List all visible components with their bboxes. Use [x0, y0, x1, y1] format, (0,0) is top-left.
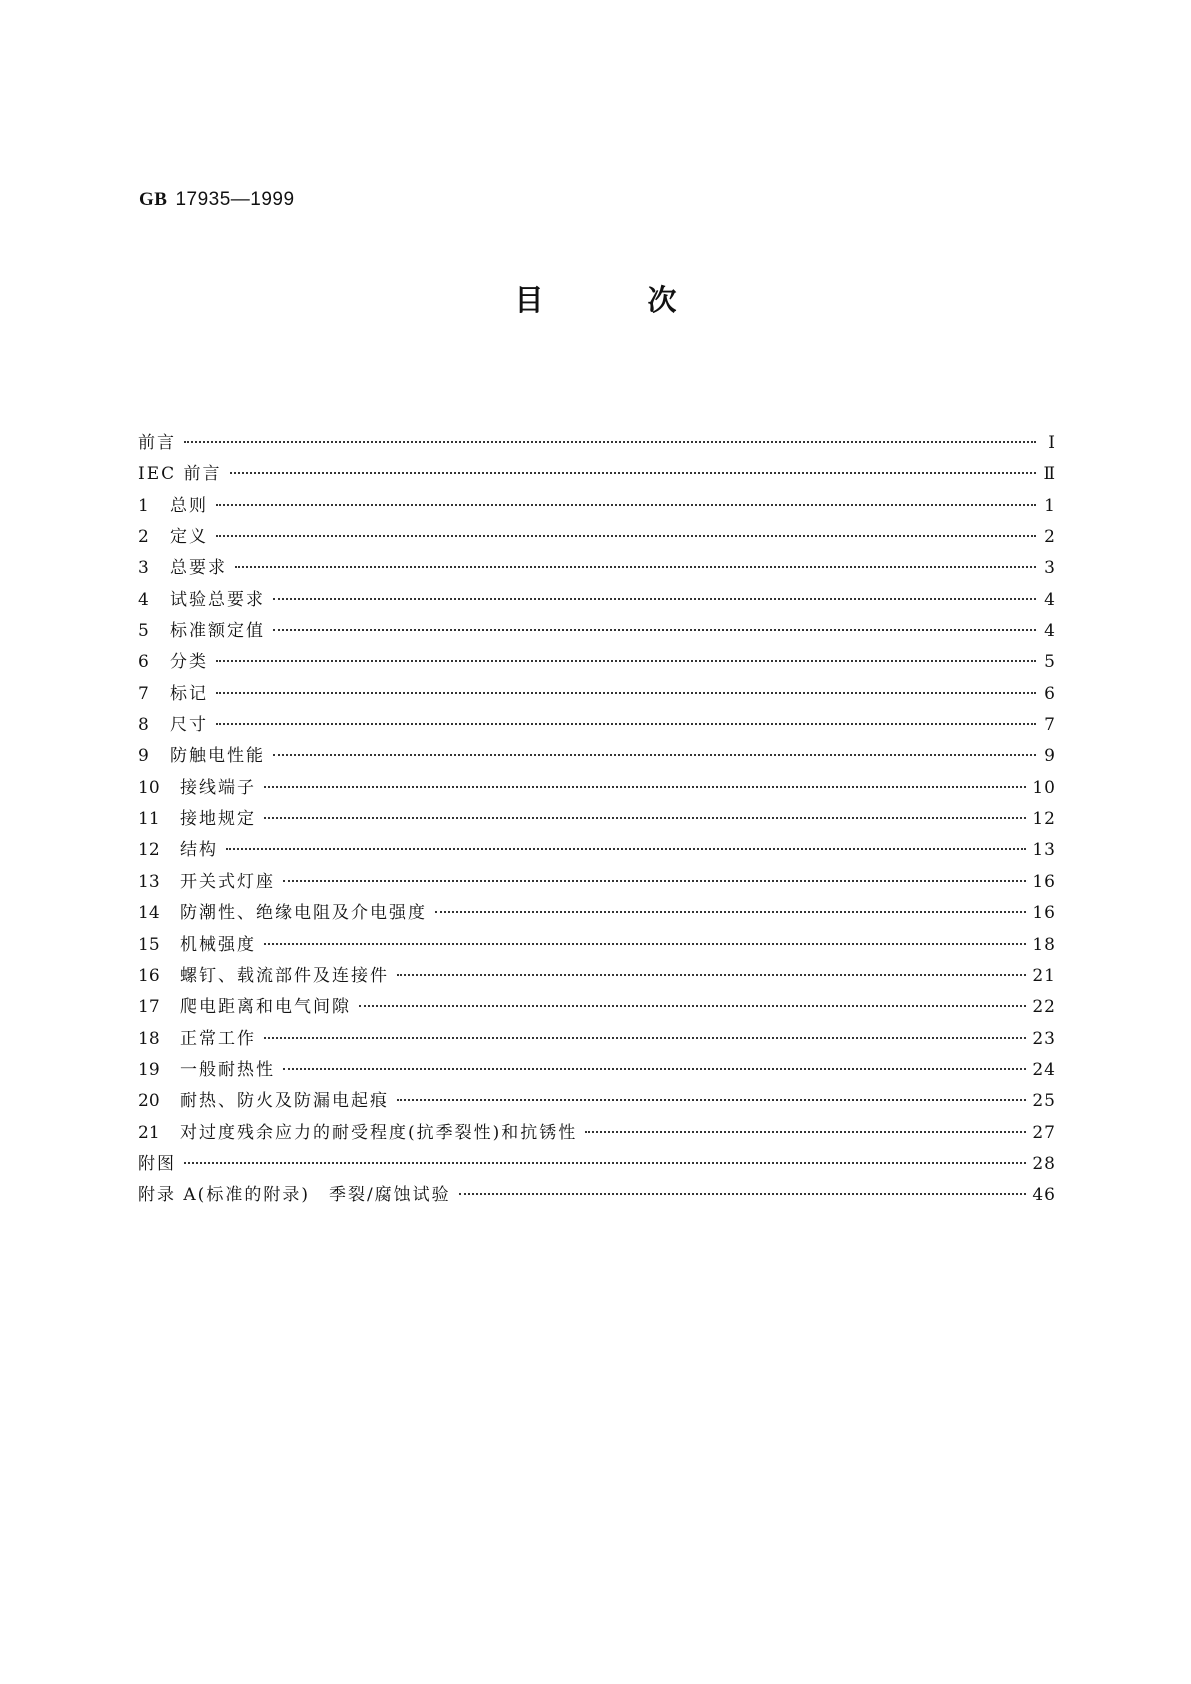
toc-entry-label: 接线端子: [180, 777, 256, 798]
toc-dot-leader: [216, 535, 1036, 537]
toc-dot-leader: [585, 1131, 1026, 1133]
toc-entry-page: 27: [1032, 1122, 1056, 1143]
toc-entry-label: 开关式灯座: [180, 871, 275, 892]
toc-dot-leader: [264, 817, 1026, 819]
toc-entry-page: 9: [1044, 746, 1056, 767]
toc-entry-label: 定义: [170, 527, 208, 548]
toc-entry-label: IEC 前言: [138, 464, 222, 485]
toc-dot-leader: [359, 1005, 1026, 1007]
toc-entry[interactable]: [138, 835, 1056, 866]
toc-entry[interactable]: [138, 804, 1056, 835]
toc-entry-label: 结构: [180, 840, 218, 861]
toc-entry-label: 防触电性能: [170, 746, 265, 767]
toc-entry-label: 尺寸: [170, 715, 208, 736]
toc-entry-number: 12: [138, 840, 160, 861]
toc-entry[interactable]: [138, 898, 1056, 929]
toc-dot-leader: [216, 723, 1036, 725]
toc-entry[interactable]: [138, 585, 1056, 616]
toc-entry-number: 20: [138, 1091, 160, 1112]
toc-dot-leader: [397, 1099, 1026, 1101]
toc-entry-page: Ⅱ: [1043, 464, 1056, 485]
toc-entry-label: 附图: [138, 1153, 176, 1174]
toc-entry[interactable]: [138, 647, 1056, 678]
toc-entry-number: 16: [138, 965, 160, 986]
toc-entry-page: 23: [1032, 1028, 1056, 1049]
standard-code: [139, 188, 295, 211]
toc-entry-number: 2: [138, 527, 149, 548]
toc-entry-number: 7: [138, 683, 149, 704]
toc-entry-label: 接地规定: [180, 809, 256, 830]
toc-dot-leader: [184, 1162, 1026, 1164]
toc-entry-label: 标准额定值: [170, 621, 265, 642]
toc-dot-leader: [264, 786, 1026, 788]
toc-entry[interactable]: [138, 930, 1056, 961]
toc-entry[interactable]: [138, 459, 1056, 490]
toc-entry-page: 1: [1044, 495, 1056, 516]
toc-entry-page: 46: [1032, 1185, 1056, 1206]
toc-entry[interactable]: [138, 1118, 1056, 1149]
toc-entry-page: 22: [1032, 997, 1056, 1018]
toc-entry-page: 16: [1032, 871, 1056, 892]
toc-entry-number: 21: [138, 1122, 160, 1143]
toc-entry[interactable]: [138, 1149, 1056, 1180]
toc-entry-page: 13: [1032, 840, 1056, 861]
toc-entry-page: 3: [1044, 558, 1056, 579]
toc-entry-label: 螺钉、载流部件及连接件: [180, 965, 389, 986]
toc-dot-leader: [230, 472, 1036, 474]
toc-entry-page: 5: [1044, 652, 1056, 673]
toc-dot-leader: [216, 692, 1036, 694]
page-title-char-1: 目: [514, 283, 544, 317]
toc-entry-label: 总则: [170, 495, 208, 516]
toc-dot-leader: [184, 441, 1036, 443]
toc-entry-label: 对过度残余应力的耐受程度(抗季裂性)和抗锈性: [180, 1122, 578, 1143]
toc-entry[interactable]: [138, 616, 1056, 647]
toc-entry[interactable]: [138, 1180, 1056, 1211]
page-title: [0, 278, 1191, 319]
toc-dot-leader: [435, 911, 1026, 913]
toc-dot-leader: [216, 504, 1036, 506]
toc-entry-page: 16: [1032, 903, 1056, 924]
toc-entry[interactable]: [138, 773, 1056, 804]
toc-entry-label: 试验总要求: [170, 589, 265, 610]
toc-entry-page: 10: [1032, 777, 1056, 798]
toc-entry-number: 1: [138, 495, 149, 516]
toc-entry-number: 15: [138, 934, 160, 955]
toc-entry[interactable]: [138, 491, 1056, 522]
toc-entry-label: 前言: [138, 433, 176, 453]
toc-entry[interactable]: [138, 992, 1056, 1023]
toc-entry[interactable]: [138, 553, 1056, 584]
toc-dot-leader: [264, 1037, 1026, 1039]
toc-dot-leader: [273, 754, 1036, 756]
toc-entry-page: 24: [1032, 1059, 1056, 1080]
toc-dot-leader: [226, 848, 1026, 850]
standard-prefix: GB: [139, 189, 168, 210]
toc-dot-leader: [235, 566, 1036, 568]
toc-entry[interactable]: [138, 1024, 1056, 1055]
toc-entry-page: 4: [1044, 589, 1056, 610]
toc-dot-leader: [283, 1068, 1026, 1070]
toc-entry-page: Ⅰ: [1048, 433, 1056, 453]
toc-entry-number: 19: [138, 1059, 160, 1080]
toc-dot-leader: [264, 943, 1026, 945]
page-title-char-2: 次: [647, 283, 677, 317]
toc-dot-leader: [273, 598, 1036, 600]
toc-dot-leader: [459, 1193, 1027, 1195]
toc-entry-label: 附录 A(标准的附录) 季裂/腐蚀试验: [138, 1185, 451, 1206]
toc-entry-label: 耐热、防火及防漏电起痕: [180, 1091, 389, 1112]
toc-entry[interactable]: [138, 867, 1056, 898]
toc-entry-page: 25: [1032, 1091, 1056, 1112]
toc-entry-label: 标记: [170, 683, 208, 704]
toc-entry[interactable]: [138, 961, 1056, 992]
toc-entry-number: 3: [138, 558, 149, 579]
toc-entry[interactable]: [138, 522, 1056, 553]
toc-entry-number: 14: [138, 903, 160, 924]
toc-entry-label: 一般耐热性: [180, 1059, 275, 1080]
toc-dot-leader: [216, 660, 1036, 662]
toc-entry-page: 4: [1044, 621, 1056, 642]
toc-entry-page: 28: [1032, 1153, 1056, 1174]
toc-entry-page: 12: [1032, 809, 1056, 830]
toc-entry-number: 4: [138, 589, 149, 610]
toc-entry[interactable]: [138, 1086, 1056, 1117]
toc-entry-page: 6: [1044, 683, 1056, 704]
toc-entry[interactable]: [138, 1055, 1056, 1086]
toc-entry[interactable]: [138, 741, 1056, 772]
toc-entry[interactable]: [138, 428, 1056, 459]
toc-entry-page: 2: [1044, 527, 1056, 548]
toc-entry[interactable]: [138, 679, 1056, 710]
toc-entry-number: 9: [138, 746, 149, 767]
toc-entry-label: 爬电距离和电气间隙: [180, 997, 351, 1018]
toc-entry-number: 13: [138, 871, 160, 892]
toc-dot-leader: [283, 880, 1026, 882]
table-of-contents: [138, 428, 1056, 1212]
toc-entry-number: 11: [138, 809, 160, 830]
toc-entry-number: 6: [138, 652, 149, 673]
toc-entry[interactable]: [138, 710, 1056, 741]
toc-entry-label: 防潮性、绝缘电阻及介电强度: [180, 903, 427, 924]
toc-entry-number: 8: [138, 715, 149, 736]
toc-entry-page: 18: [1032, 934, 1056, 955]
toc-dot-leader: [397, 974, 1026, 976]
toc-entry-label: 正常工作: [180, 1028, 256, 1049]
toc-entry-number: 5: [138, 621, 149, 642]
toc-entry-page: 7: [1044, 715, 1056, 736]
toc-dot-leader: [273, 629, 1036, 631]
toc-entry-number: 18: [138, 1028, 160, 1049]
toc-entry-label: 分类: [170, 652, 208, 673]
standard-number: 17935—1999: [175, 189, 295, 210]
toc-entry-label: 机械强度: [180, 934, 256, 955]
toc-entry-page: 21: [1032, 965, 1056, 986]
toc-entry-label: 总要求: [170, 558, 227, 579]
toc-entry-number: 10: [138, 777, 160, 798]
toc-entry-number: 17: [138, 997, 160, 1018]
